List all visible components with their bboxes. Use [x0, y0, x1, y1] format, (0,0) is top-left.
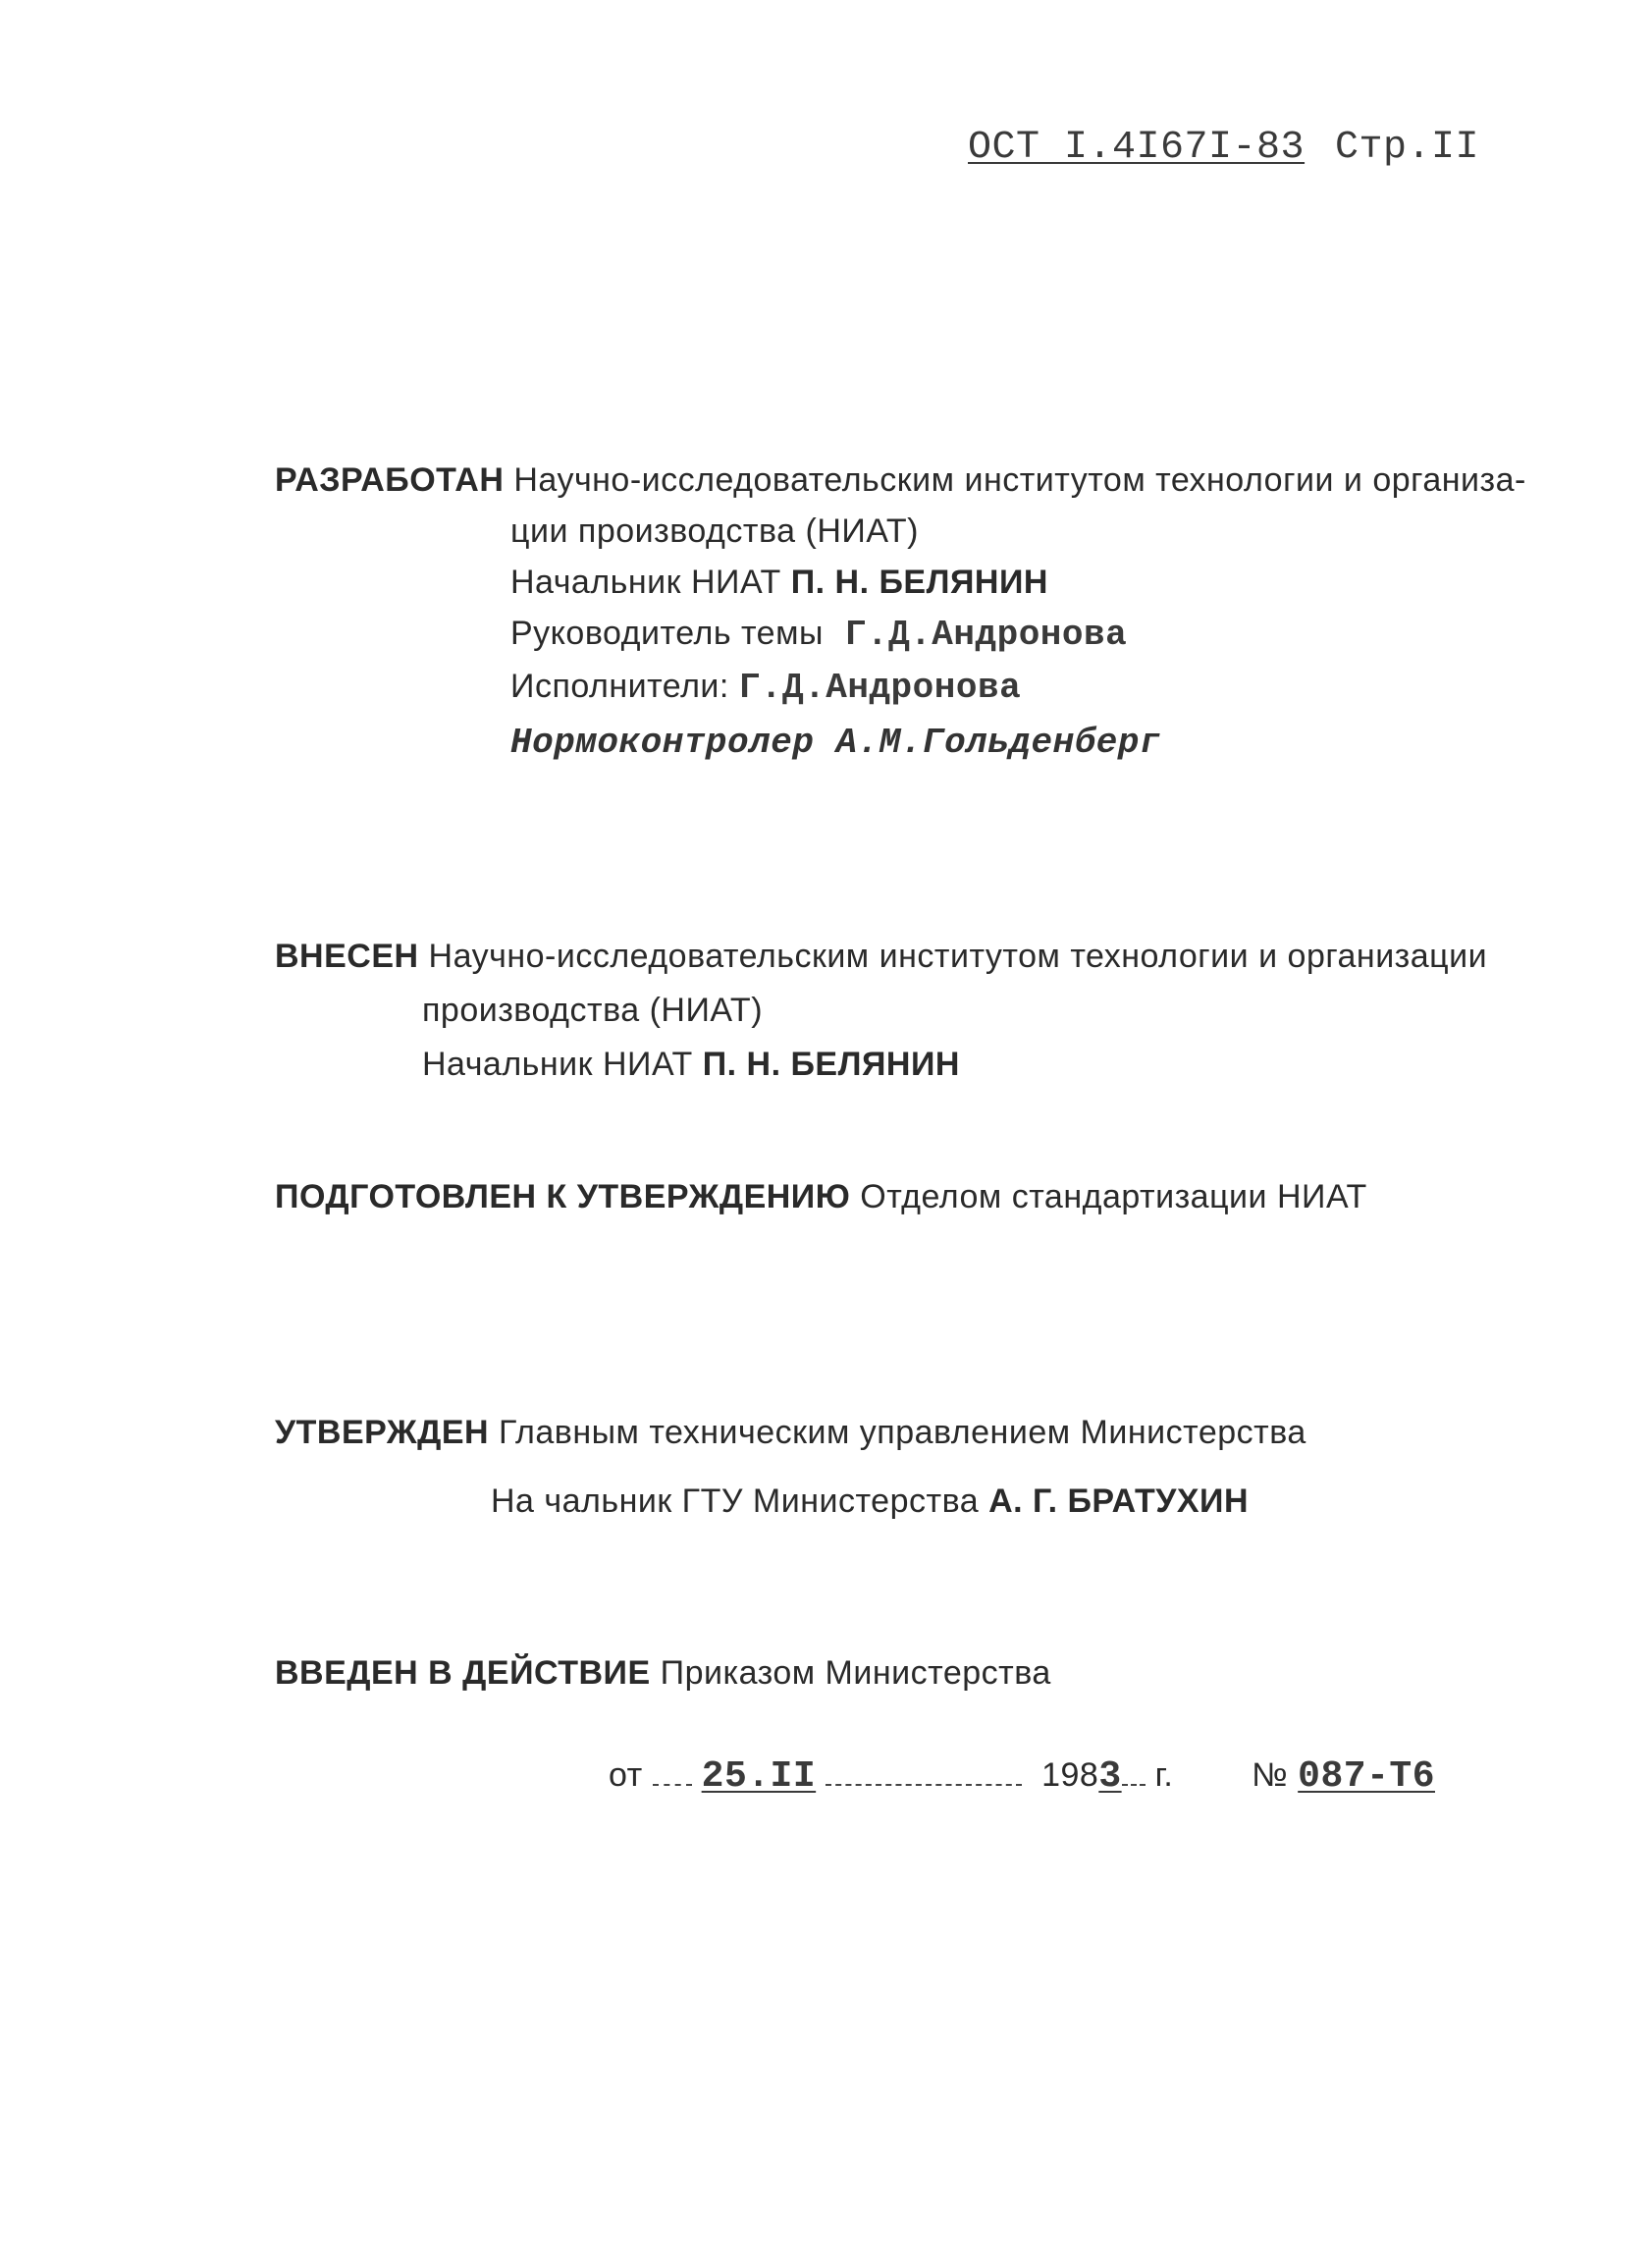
enacted-text: Приказом Министерства — [660, 1654, 1051, 1692]
introduced-org-line-1: Научно-исследовательским институтом технологии и организации — [428, 938, 1488, 975]
number-label: № — [1252, 1756, 1289, 1794]
date-value: 25.II — [701, 1755, 817, 1798]
year-suffix: г. — [1154, 1756, 1174, 1794]
year-blank — [1122, 1784, 1146, 1786]
date-blank-lead — [653, 1784, 692, 1786]
approved-text: Главным техническим управлением Министерства — [499, 1414, 1306, 1451]
enacted-label: ВВЕДЕН В ДЕЙСТВИЕ — [275, 1654, 651, 1692]
introduced-line-1 — [275, 938, 1487, 976]
developed-line-1 — [275, 461, 1526, 500]
from-label: от — [609, 1756, 643, 1794]
introduced-head — [422, 1046, 960, 1084]
number-value: 087-Т6 — [1298, 1755, 1435, 1798]
developed-head-name: П. Н. БЕЛЯНИН — [790, 564, 1048, 601]
developed-head — [510, 564, 1048, 602]
approved-head — [491, 1482, 1249, 1521]
prepared-label: ПОДГОТОВЛЕН К УТВЕРЖДЕНИЮ — [275, 1178, 851, 1215]
approved-line-1 — [275, 1414, 1306, 1452]
introduced-label: ВНЕСЕН — [275, 938, 419, 975]
prepared-section — [275, 1178, 1367, 1216]
introduced-head-prefix: Начальник НИАТ — [422, 1046, 693, 1083]
developed-org-line-2: ции производства (НИАТ) — [510, 512, 919, 550]
approved-label: УТВЕРЖДЕН — [275, 1414, 490, 1451]
enacted-date-line — [609, 1755, 1435, 1798]
introduced-org-line-2: производства (НИАТ) — [422, 992, 764, 1029]
theme-lead-prefix: Руководитель темы — [510, 615, 824, 652]
developed-head-prefix: Начальник НИАТ — [510, 564, 781, 601]
year-digit: 3 — [1098, 1755, 1122, 1798]
theme-lead-name: Г.Д.Андронова — [844, 615, 1128, 655]
developed-label: РАЗРАБОТАН — [275, 461, 505, 499]
performers-prefix: Исполнители: — [510, 668, 729, 705]
page-number: Стр.II — [1335, 126, 1480, 170]
developed-org-line-1: Научно-исследовательским институтом технологии и организа- — [513, 461, 1526, 499]
prepared-text: Отделом стандартизации НИАТ — [860, 1178, 1367, 1215]
approved-head-name: А. Г. БРАТУХИН — [988, 1482, 1250, 1520]
performers-name: Г.Д.Андронова — [738, 668, 1022, 708]
normcontrol-line: Нормоконтролер А.М.Гольденберг — [510, 723, 1162, 763]
developed-performers — [510, 668, 1021, 708]
date-blank-trail — [826, 1784, 1022, 1786]
document-code: ОСТ I.4I67I-83 — [968, 126, 1306, 170]
introduced-head-name: П. Н. БЕЛЯНИН — [702, 1046, 960, 1083]
year-prefix: 198 — [1041, 1756, 1099, 1794]
developed-theme-lead — [510, 615, 1127, 655]
enacted-line-1 — [275, 1654, 1051, 1693]
approved-head-prefix: На чальник ГТУ Министерства — [491, 1482, 980, 1520]
